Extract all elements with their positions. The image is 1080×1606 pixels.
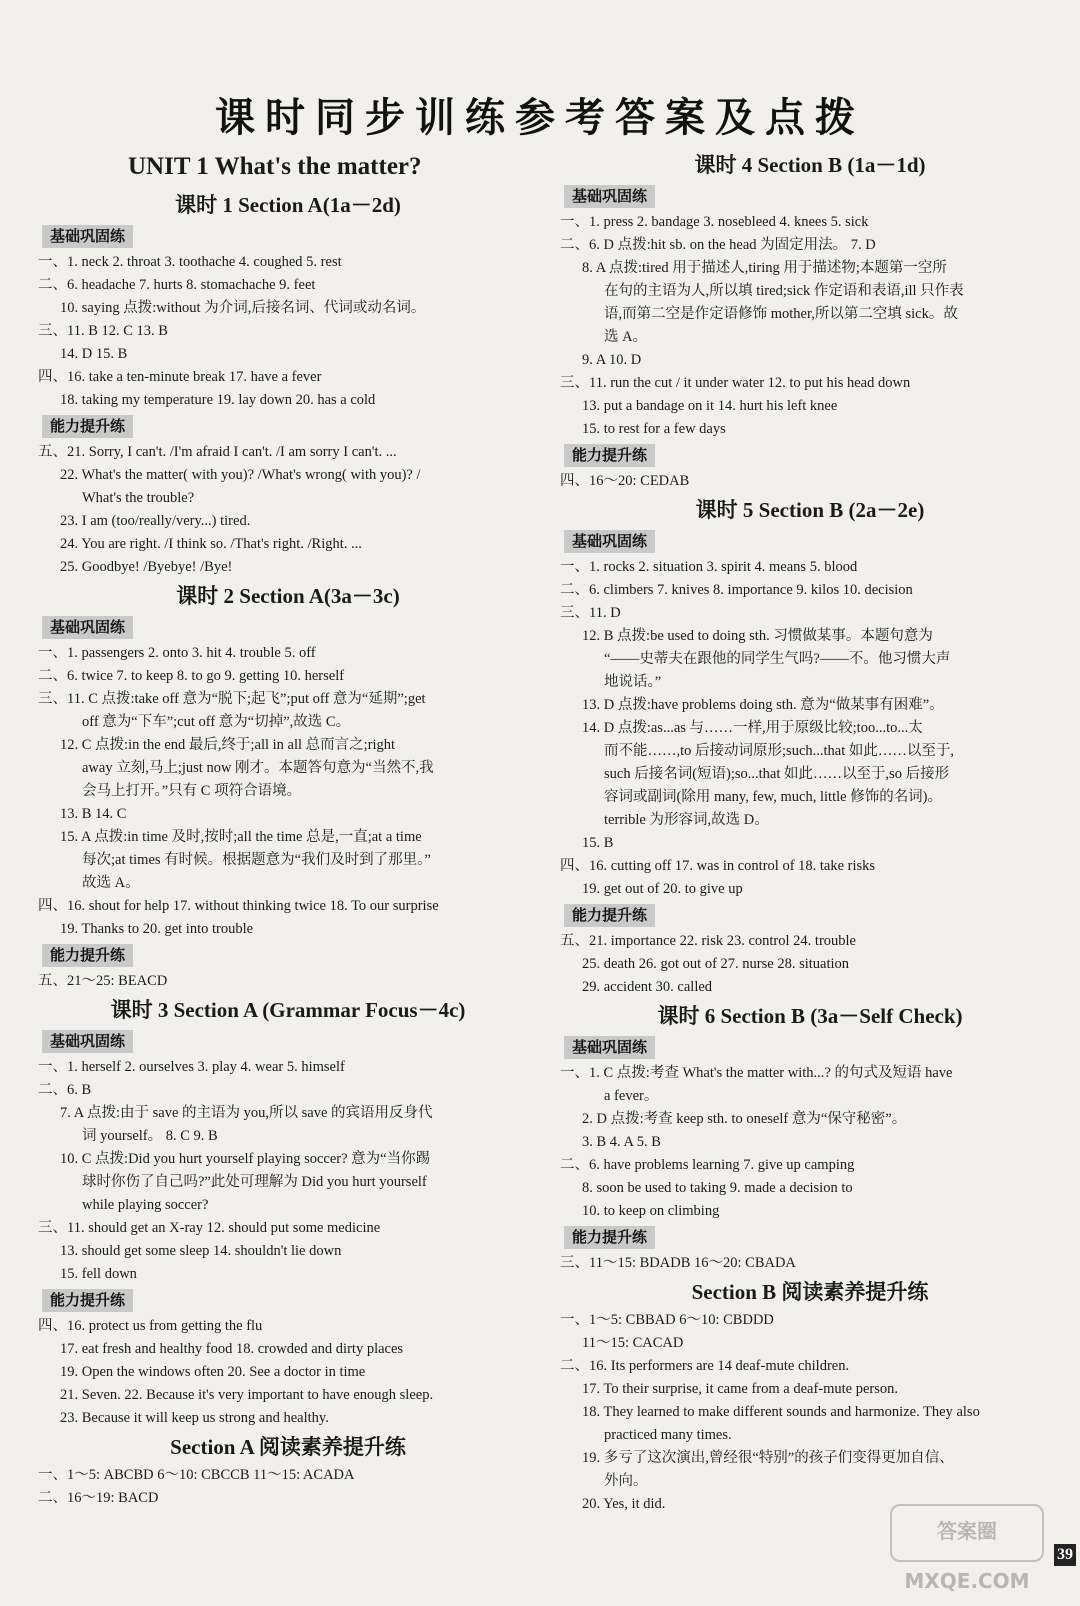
answer-line: 三、11. D [560,605,621,621]
answer-line: 三、11. B 12. C 13. B [38,323,168,339]
answer-line: 地说话。” [604,674,662,690]
answer-line: 每次;at times 有时候。根据题意为“我们及时到了那里。” [82,852,431,868]
answer-line: 8. soon be used to taking 9. made a decision to [582,1180,853,1196]
answer-line: 15. fell down [60,1266,137,1282]
answer-line: 二、6. headache 7. hurts 8. stomachache 9. feet [38,277,316,293]
answer-line: 一、1～5: ABCBD 6～10: CBCCB 11～15: ACADA [38,1467,355,1483]
answer-line: 三、11. run the cut / it under water 12. to put his head down [560,375,911,391]
section-tag: 能力提升练 [42,944,133,967]
answer-line: 三、11. should get an X-ray 12. should put some medicine [38,1220,381,1236]
answer-line: 13. should get some sleep 14. shouldn't lie down [60,1243,342,1259]
answer-line: 而不能……,to 后接动词原形;such...that 如此……以至于, [604,743,955,759]
answer-line: off 意为“下车”;cut off 意为“切掉”,故选 C。 [82,714,351,730]
section-tag: 基础巩固练 [564,1036,655,1059]
right-column [560,148,1060,1516]
answer-line: 20. Yes, it did. [582,1496,666,1512]
answer-line: 一、1. passengers 2. onto 3. hit 4. trouble 5. off [38,645,316,661]
lesson-3-heading: 课时 3 Section A (Grammar Focus－4c) [110,998,466,1022]
left-column [38,148,538,1510]
answer-line: 球时你伤了自己吗?”此处可理解为 Did you hurt yourself [82,1174,427,1190]
answer-line: 二、6. B [38,1082,92,1098]
answer-line: 18. taking my temperature 19. lay down 20. has a cold [60,392,376,408]
answer-line: What's the trouble? [82,490,195,506]
answer-line: 选 A。 [604,329,648,345]
answer-line: 19. 多亏了这次演出,曾经很“特别”的孩子们变得更加自信、 [582,1450,954,1466]
answer-line: 13. D 点拨:have problems doing sth. 意为“做某事有困难”。 [582,697,944,713]
answer-line: 17. eat fresh and healthy food 18. crowded and dirty places [60,1341,404,1357]
answer-line: such 后接名词(短语);so...that 如此……以至于,so 后接形 [604,766,950,782]
answer-line: 3. B 4. A 5. B [582,1134,661,1150]
answer-line: 15. to rest for a few days [582,421,726,437]
answer-line: 10. C 点拨:Did you hurt yourself playing soccer? 意为“当你踢 [60,1151,431,1167]
answer-line: 外向。 [604,1473,648,1489]
answer-line: 二、16. Its performers are 14 deaf-mute children. [560,1358,850,1374]
answer-line: 22. What's the matter( with you)? /What's wrong( with you)? / [60,467,421,483]
answer-line: 2. D 点拨:考查 keep sth. to oneself 意为“保守秘密”。 [582,1111,907,1127]
answer-line: 二、6. have problems learning 7. give up camping [560,1157,855,1173]
answer-line: 二、6. D 点拨:hit sb. on the head 为固定用法。 7. D [560,237,876,253]
answer-line: 一、1. neck 2. throat 3. toothache 4. coughed 5. rest [38,254,342,270]
section-b-reading-heading: Section B 阅读素养提升练 [691,1280,929,1304]
answer-line: 12. B 点拨:be used to doing sth. 习惯做某事。本题句意为 [582,628,933,644]
section-tag: 能力提升练 [564,444,655,467]
answer-line: 容词或副词(除用 many, few, much, little 修饰的名词)。 [604,789,943,805]
answer-line: 一、1. press 2. bandage 3. nosebleed 4. knees 5. sick [560,214,869,230]
answer-line: terrible 为形容词,故选 D。 [604,812,769,828]
lesson-1-heading: 课时 1 Section A(1a－2d) [175,193,401,217]
answer-line: 25. Goodbye! /Byebye! /Bye! [60,559,233,575]
answer-line: 13. put a bandage on it 14. hurt his left knee [582,398,838,414]
section-tag: 基础巩固练 [42,225,133,248]
answer-line: 23. I am (too/really/very...) tired. [60,513,251,529]
answer-line: 会马上打开。”只有 C 项符合语境。 [82,783,302,799]
answer-line: 词 yourself。 8. C 9. B [82,1128,218,1144]
section-a-reading-heading: Section A 阅读素养提升练 [170,1435,406,1459]
answer-line: 18. They learned to make different sounds and harmonize. They also [582,1404,980,1420]
answer-line: 一、1. rocks 2. situation 3. spirit 4. means 5. blood [560,559,858,575]
answer-line: 14. D 点拨:as...as 与……一样,用于原级比较;too...to...太 [582,720,923,736]
answer-line: 二、6. climbers 7. knives 8. importance 9. kilos 10. decision [560,582,913,598]
answer-line: 24. You are right. /I think so. /That's right. /Right. ... [60,536,362,552]
answer-line: “——史蒂夫在跟他的同学生气吗?——不。他习惯大声 [604,651,951,667]
section-tag: 能力提升练 [564,904,655,927]
section-tag: 基础巩固练 [564,530,655,553]
answer-line: 14. D 15. B [60,346,128,362]
answer-line: 21. Seven. 22. Because it's very important to have enough sleep. [60,1387,434,1403]
answer-line: 13. B 14. C [60,806,127,822]
page-title: 课时同步训练参考答案及点拨 [215,95,865,141]
section-tag: 基础巩固练 [42,1030,133,1053]
answer-line: 15. A 点拨:in time 及时,按时;all the time 总是,一直;at a time [60,829,422,845]
lesson-4-heading: 课时 4 Section B (1a－1d) [694,153,926,177]
answer-line: while playing soccer? [82,1197,209,1213]
section-tag: 能力提升练 [564,1226,655,1249]
answer-line: a fever。 [604,1088,659,1104]
lesson-6-heading: 课时 6 Section B (3a－Self Check) [657,1004,963,1028]
answer-line: 一、1. C 点拨:考查 What's the matter with...? 的句式及短语 have [560,1065,953,1081]
unit-title: UNIT 1 What's the matter? [128,153,422,180]
answer-line: 四、16～20: CEDAB [560,473,690,489]
answer-line: 一、1. herself 2. ourselves 3. play 4. wear 5. himself [38,1059,345,1075]
answer-line: 19. Open the windows often 20. See a doctor in time [60,1364,366,1380]
answer-line: 三、11. C 点拨:take off 意为“脱下;起飞”;put off 意为“延期”;get [38,691,426,707]
answer-line: 四、16. shout for help 17. without thinking twice 18. To our surprise [38,898,439,914]
answer-line: 故选 A。 [82,875,140,891]
answer-line: 四、16. protect us from getting the flu [38,1318,263,1334]
answer-line: away 立刻,马上;just now 刚才。本题答句意为“当然不,我 [82,760,434,776]
section-tag: 基础巩固练 [564,185,655,208]
answer-line: 四、16. take a ten-minute break 17. have a fever [38,369,322,385]
page-number: 39 [1054,1544,1076,1566]
answer-line: 25. death 26. got out of 27. nurse 28. situation [582,956,850,972]
answer-line: 二、6. twice 7. to keep 8. to go 9. getting 10. herself [38,668,345,684]
answer-line: 17. To their surprise, it came from a deaf-mute person. [582,1381,899,1397]
answer-line: 7. A 点拨:由于 save 的主语为 you,所以 save 的宾语用反身代 [60,1105,433,1121]
section-tag: 能力提升练 [42,1289,133,1312]
answer-line: 在句的主语为人,所以填 tired;sick 作定语和表语,ill 只作表 [604,283,964,299]
answer-line: practiced many times. [604,1427,732,1443]
answer-line: 五、21. Sorry, I can't. /I'm afraid I can't. /I am sorry I can't. ... [38,444,397,460]
section-tag: 能力提升练 [42,415,133,438]
answer-line: 语,而第二空是作定语修饰 mother,所以第二空填 sick。故 [604,306,958,322]
answer-line: 10. to keep on climbing [582,1203,720,1219]
answer-line: 四、16. cutting off 17. was in control of 18. take risks [560,858,876,874]
answer-line: 29. accident 30. called [582,979,713,995]
lesson-5-heading: 课时 5 Section B (2a－2e) [695,498,925,522]
answer-line: 12. C 点拨:in the end 最后,终于;all in all 总而言之;right [60,737,396,753]
answer-line: 五、21～25: BEACD [38,973,168,989]
answer-line: 23. Because it will keep us strong and healthy. [60,1410,329,1426]
answer-line: 三、11～15: BDADB 16～20: CBADA [560,1255,796,1271]
answer-line: 8. A 点拨:tired 用于描述人,tiring 用于描述物;本题第一空所 [582,260,947,276]
answer-line: 10. saying 点拨:without 为介词,后接名词、代词或动名词。 [60,300,426,316]
answer-line: 五、21. importance 22. risk 23. control 24. trouble [560,933,856,949]
answer-line: 19. get out of 20. to give up [582,881,743,897]
answer-line: 二、16～19: BACD [38,1490,159,1506]
answer-line: 19. Thanks to 20. get into trouble [60,921,254,937]
watermark-logo: 答案圈 MXQE.COM [890,1504,1044,1562]
answer-line: 9. A 10. D [582,352,642,368]
answer-line: 15. B [582,835,614,851]
answer-line: 一、1～5: CBBAD 6～10: CBDDD [560,1312,774,1328]
section-tag: 基础巩固练 [42,616,133,639]
lesson-2-heading: 课时 2 Section A(3a－3c) [176,584,400,608]
answer-line: 11～15: CACAD [582,1335,684,1351]
